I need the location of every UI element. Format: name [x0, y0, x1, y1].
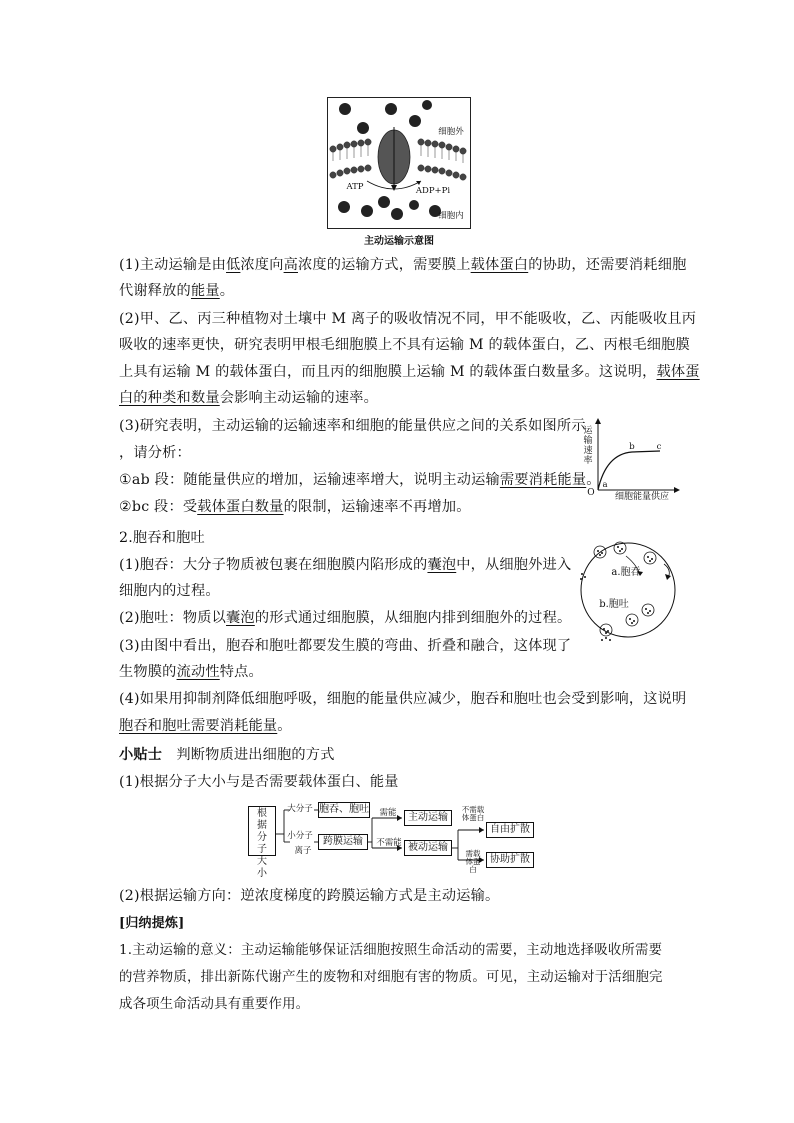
text: ①ab 段：随能量供应的增加，运输速率增大，说明主动运输: [119, 472, 500, 488]
answer-high: 高: [283, 257, 298, 273]
flow-endo: 胞吞、胞吐: [318, 802, 370, 818]
summary-line1: 1.主动运输的意义：主动运输能够保证活细胞按照生命活动的需要，主动地选择吸收所需要: [119, 943, 663, 958]
section2-p4-line2: [119, 716, 292, 736]
cell-circle: [576, 534, 676, 644]
text: 。: [586, 472, 601, 488]
section2-title: 2.胞吞和胞吐: [119, 530, 205, 546]
atp-label: ATP: [346, 182, 364, 192]
answer-carrier-type: 载体蛋: [656, 364, 700, 380]
text: 生物膜的: [119, 664, 177, 680]
rate-graph: [582, 416, 682, 504]
para2-line4: [119, 388, 378, 408]
answer-energy: 能量: [190, 283, 220, 299]
outside-label: 细胞外: [438, 127, 464, 137]
para3-ab: [119, 470, 601, 490]
flow-active: 主动运输: [404, 810, 452, 826]
para2-line2: 吸收的速率更快，研究表明甲根毛细胞膜上不具有运输 M 的载体蛋白，乙、丙根毛细胞膜: [119, 337, 690, 353]
answer-vesicle: 囊泡: [226, 610, 255, 626]
section2-p3-line2: [119, 662, 263, 682]
section2-p1-line2: 细胞内的过程。: [119, 583, 220, 599]
text: 中，从细胞外进入: [456, 557, 572, 573]
summary-line3: 成各项生命活动具有重要作用。: [119, 997, 310, 1012]
text: 浓度向: [240, 257, 284, 273]
tip-heading: 判断物质进出细胞的方式: [176, 747, 335, 763]
exocytosis-label: b.胞吐: [599, 599, 629, 610]
text: 的形式通过细胞膜，从细胞内排到细胞外的过程。: [254, 610, 572, 626]
endocytosis-label: a.胞吞: [611, 567, 641, 578]
graph-b: b: [629, 442, 635, 452]
flow-need: 需能: [379, 808, 397, 818]
flow-free: 自由扩散: [486, 822, 534, 838]
answer-low: 低: [226, 257, 241, 273]
tip-line2: (2)根据运输方向：逆浓度梯度的跨膜运输方式是主动运输。: [119, 888, 500, 904]
text: 。: [219, 283, 235, 299]
tip-label: 小贴士: [119, 747, 163, 763]
para2-line1: (2)甲、乙、丙三种植物对土壤中 M 离子的吸收情况不同，甲不能吸收，乙、丙能吸收且丙: [119, 311, 697, 327]
answer-needs-energy: 需要消耗能量: [499, 472, 587, 488]
para2-line3: [119, 362, 700, 382]
para3-line1: (3)研究表明，主动运输的运输速率和细胞的能量供应之间的关系如图所示: [119, 418, 586, 434]
flow-ion: 离子: [294, 846, 312, 856]
cell-figure: [576, 534, 676, 644]
text: 的协助，还需要消耗细胞: [528, 257, 687, 273]
flow-carrier: 需载体蛋白: [465, 849, 481, 874]
answer-vesicle: 囊泡: [427, 557, 457, 573]
flow-facil: 协助扩散: [486, 852, 534, 868]
para1-line2: [119, 281, 234, 301]
graph-c: c: [656, 442, 662, 452]
text: 会影响主动运输的速率。: [219, 390, 378, 406]
text: 上具有运输 M 的载体蛋白，而且丙的细胞膜上运输 M 的载体蛋白数量多。这说明，: [119, 364, 657, 380]
answer-fluidity: 流动性: [176, 664, 220, 680]
graph-xlabel: 细胞能量供应: [614, 492, 669, 502]
tip-line1: (1)根据分子大小与是否需要载体蛋白、能量: [119, 774, 399, 790]
classification-flowchart: [248, 798, 548, 879]
section2-p2: [119, 608, 571, 628]
flow-big: 大分子: [287, 804, 313, 814]
rate-curve: [582, 416, 682, 504]
active-transport-figure: [327, 97, 471, 229]
graph-ylabel: 运输速率: [583, 426, 593, 466]
figure-caption: 主动运输示意图: [364, 236, 434, 247]
inside-label: 细胞内: [438, 211, 464, 221]
text: (1)胞吞：大分子物质被包裹在细胞膜内陷形成的: [119, 557, 428, 573]
summary-heading: [归纳提炼]: [119, 916, 185, 931]
flow-passive: 被动运输: [404, 840, 452, 856]
flow-noneed: 不需能: [376, 838, 402, 848]
answer-carrier: 载体蛋白: [470, 257, 529, 273]
section2-p4-line1: (4)如果用抑制剂降低细胞呼吸，细胞的能量供应减少，胞吞和胞吐也会受到影响，这说明: [119, 691, 687, 707]
text: 浓度的运输方式，需要膜上: [297, 257, 471, 273]
tip-title: [119, 745, 335, 765]
para1-line1: [119, 255, 686, 275]
flow-small: 小分子: [287, 831, 313, 841]
text: 的限制，运输速率不再增加。: [283, 499, 471, 515]
answer-needs-energy: 胞吞和胞吐需要消耗能量: [119, 718, 278, 734]
answer-carrier-count: 载体蛋白数量: [197, 499, 284, 515]
adp-label: ADP+Pi: [415, 186, 451, 196]
section2-p1-line1: [119, 555, 571, 575]
text: 特点。: [219, 664, 263, 680]
answer-carrier-type-cont: 白的种类和数量: [119, 390, 220, 406]
flow-root: 根据分子大小: [248, 806, 276, 856]
graph-origin: O: [587, 488, 595, 498]
flow-no-carrier: 不需载体蛋白: [461, 805, 485, 822]
section2-p3-line1: (3)由图中看出，胞吞和胞吐都要发生膜的弯曲、折叠和融合，这体现了: [119, 638, 572, 654]
text: (1)主动运输是由: [119, 257, 227, 273]
flow-trans: 跨膜运输: [318, 834, 368, 850]
graph-a: a: [602, 480, 608, 490]
text: (2)胞吐：物质以: [119, 610, 227, 626]
text: 代谢释放的: [119, 283, 191, 299]
text: 。: [277, 718, 292, 734]
para3-line2: ，请分析：: [119, 445, 191, 461]
summary-line2: 的营养物质，排出新陈代谢产生的废物和对细胞有害的物质。可见，主动运输对于活细胞完: [119, 970, 663, 985]
membrane-diagram: [327, 97, 471, 229]
para3-bc: [119, 497, 471, 517]
text: ②bc 段：受: [119, 499, 198, 515]
